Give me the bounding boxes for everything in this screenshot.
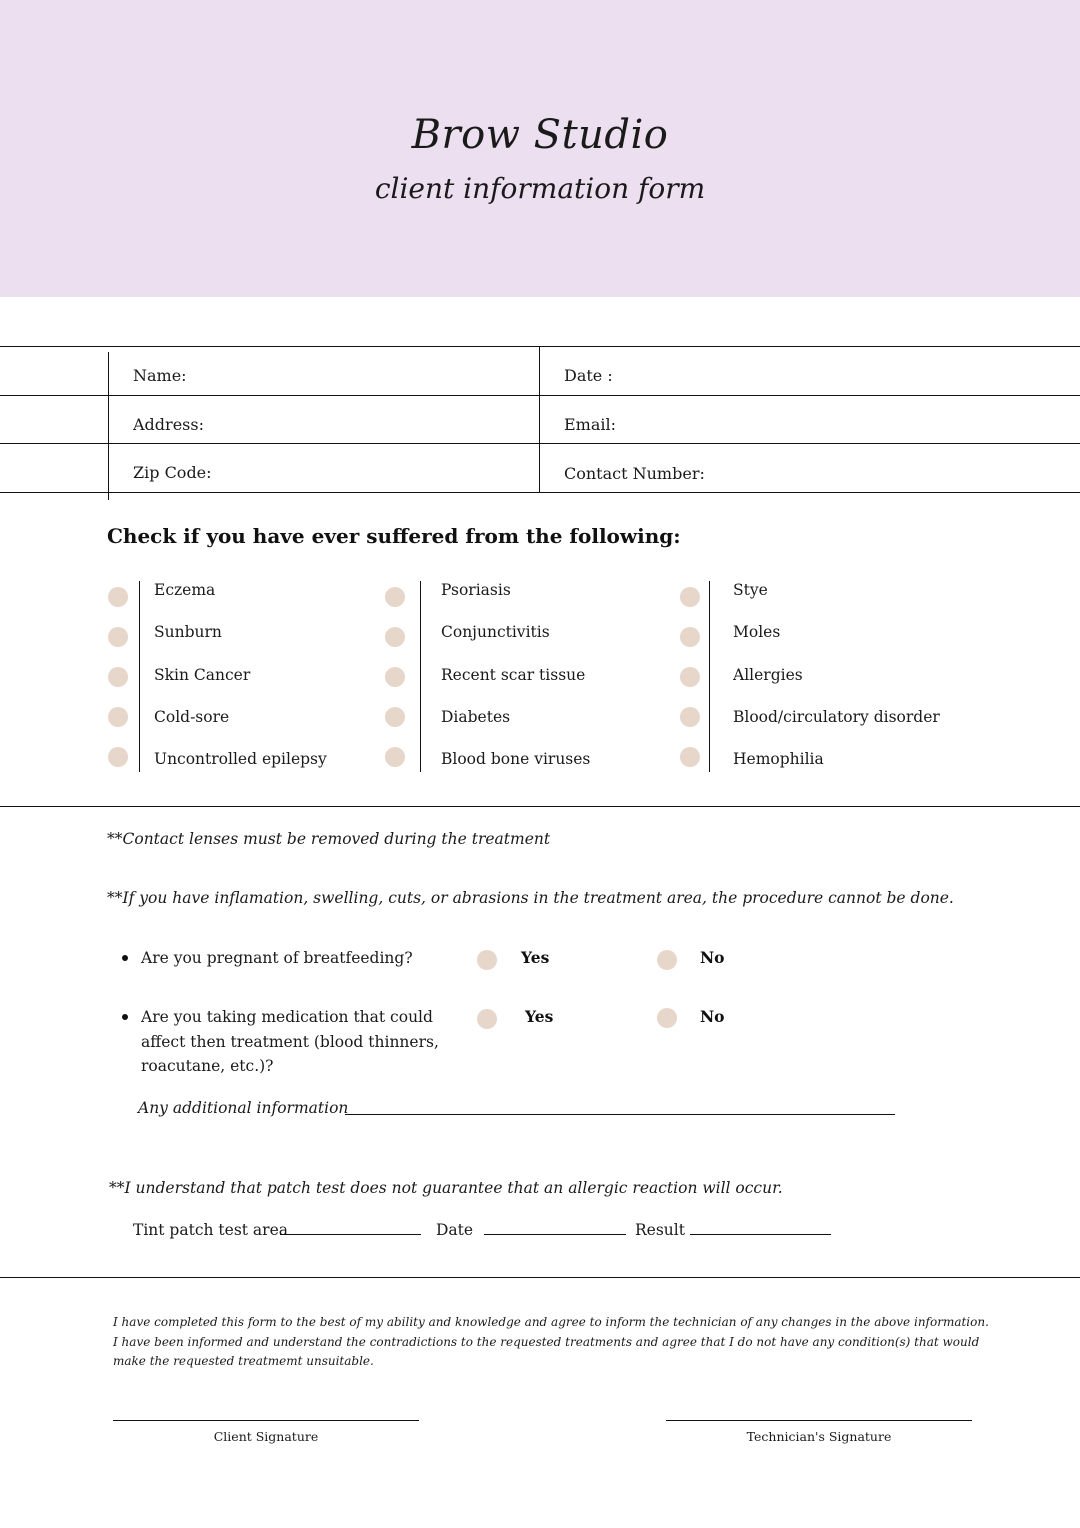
checkbox-stye[interactable] <box>680 587 700 607</box>
condition-label: Stye <box>733 581 768 599</box>
email-field[interactable]: Email: <box>564 415 617 434</box>
question-line: Are you taking medication that could <box>141 1008 433 1026</box>
form-subtitle: client information form <box>374 172 706 205</box>
checkbox-diabetes[interactable] <box>385 707 405 727</box>
patch-result-line[interactable] <box>690 1234 831 1235</box>
condition-label: Moles <box>733 623 781 641</box>
checkbox-eczema[interactable] <box>108 587 128 607</box>
patch-test-note: **I understand that patch test does not guarantee that an allergic reaction will occur. <box>109 1179 783 1197</box>
table-line-3 <box>0 443 1080 444</box>
checkbox-recent-scar-tissue[interactable] <box>385 667 405 687</box>
contact-lenses-note: **Contact lenses must be removed during the treatment <box>107 830 551 848</box>
checkbox-hemophilia[interactable] <box>680 747 700 767</box>
tint-patch-label: Tint patch test area <box>133 1221 288 1239</box>
technician-signature-line[interactable] <box>666 1420 972 1421</box>
condition-label: Hemophilia <box>733 750 824 768</box>
condition-label: Skin Cancer <box>154 666 251 684</box>
condition-label: Cold-sore <box>154 708 230 726</box>
medication-yes-label: Yes <box>525 1007 554 1026</box>
checkbox-uncontrolled-epilepsy[interactable] <box>108 747 128 767</box>
checkbox-moles[interactable] <box>680 627 700 647</box>
additional-info-line[interactable] <box>345 1114 895 1115</box>
table-line-2 <box>0 395 1080 396</box>
checkbox-cold-sore[interactable] <box>108 707 128 727</box>
conditions-col1-divider <box>139 581 140 772</box>
pregnancy-no-label: No <box>700 948 725 967</box>
medication-no-label: No <box>700 1007 725 1026</box>
additional-info-label: Any additional information <box>138 1099 349 1117</box>
condition-label: Conjunctivitis <box>441 623 550 641</box>
pregnancy-question <box>141 946 413 971</box>
name-field[interactable]: Name: <box>133 366 187 385</box>
section-divider-bottom <box>0 1277 1080 1278</box>
pregnancy-yes-radio[interactable] <box>477 950 497 970</box>
inflammation-note: **If you have inflamation, swelling, cuts, or abrasions in the treatment area, the procedure cannot be done. <box>107 889 954 907</box>
date-field[interactable]: Date : <box>564 366 613 385</box>
brand-title: Brow Studio <box>411 112 669 158</box>
table-divider-middle <box>539 346 540 492</box>
condition-label: Recent scar tissue <box>441 666 586 684</box>
bullet <box>122 955 128 961</box>
condition-label: Eczema <box>154 581 216 599</box>
disclaimer <box>113 1313 989 1372</box>
condition-label: Allergies <box>733 666 803 684</box>
condition-label: Sunburn <box>154 623 222 641</box>
patch-date-label: Date <box>436 1221 474 1239</box>
conditions-col3-divider <box>709 581 710 772</box>
table-line-bottom <box>0 492 1080 493</box>
checkbox-psoriasis[interactable] <box>385 587 405 607</box>
client-signature-line[interactable] <box>113 1420 419 1421</box>
question-line: Are you pregnant of breatfeeding? <box>141 949 413 967</box>
checkbox-blood-circulatory-disorder[interactable] <box>680 707 700 727</box>
header-banner <box>0 0 1080 297</box>
checkbox-sunburn[interactable] <box>108 627 128 647</box>
patch-date-line[interactable] <box>484 1234 626 1235</box>
section-divider <box>0 806 1080 807</box>
disclaimer-line: I have completed this form to the best of my ability and knowledge and agree to inform the technician of any changes in the above information. <box>113 1315 989 1329</box>
medication-question <box>141 1005 439 1079</box>
condition-label: Blood bone viruses <box>441 750 591 768</box>
condition-label: Psoriasis <box>441 581 511 599</box>
table-line-top <box>0 346 1080 347</box>
medication-yes-radio[interactable] <box>477 1009 497 1029</box>
client-signature-label: Client Signature <box>213 1429 319 1444</box>
question-line: roacutane, etc.)? <box>141 1057 274 1075</box>
patch-result-label: Result <box>635 1221 685 1239</box>
conditions-title: Check if you have ever suffered from the following: <box>107 524 681 548</box>
condition-label: Uncontrolled epilepsy <box>154 750 327 768</box>
medication-no-radio[interactable] <box>657 1008 677 1028</box>
conditions-col2-divider <box>420 581 421 772</box>
checkbox-skin-cancer[interactable] <box>108 667 128 687</box>
bullet <box>122 1014 128 1020</box>
question-line: affect then treatment (blood thinners, <box>141 1032 439 1051</box>
checkbox-conjunctivitis[interactable] <box>385 627 405 647</box>
zip-code-field[interactable]: Zip Code: <box>133 463 212 482</box>
condition-label: Diabetes <box>441 708 511 726</box>
technician-signature-label: Technician's Signature <box>746 1429 892 1444</box>
tint-patch-line[interactable] <box>280 1234 421 1235</box>
disclaimer-line: make the requested treatmemt unsuitable. <box>113 1354 374 1368</box>
pregnancy-no-radio[interactable] <box>657 950 677 970</box>
checkbox-blood-bone-viruses[interactable] <box>385 747 405 767</box>
disclaimer-line: I have been informed and understand the contradictions to the requested treatments and agree that I do not have any condition(s) that would <box>113 1334 980 1349</box>
address-field[interactable]: Address: <box>133 415 204 434</box>
pregnancy-yes-label: Yes <box>521 948 550 967</box>
table-divider-left <box>108 352 109 500</box>
condition-label: Blood/circulatory disorder <box>733 708 940 726</box>
checkbox-allergies[interactable] <box>680 667 700 687</box>
contact-number-field[interactable]: Contact Number: <box>564 464 705 483</box>
